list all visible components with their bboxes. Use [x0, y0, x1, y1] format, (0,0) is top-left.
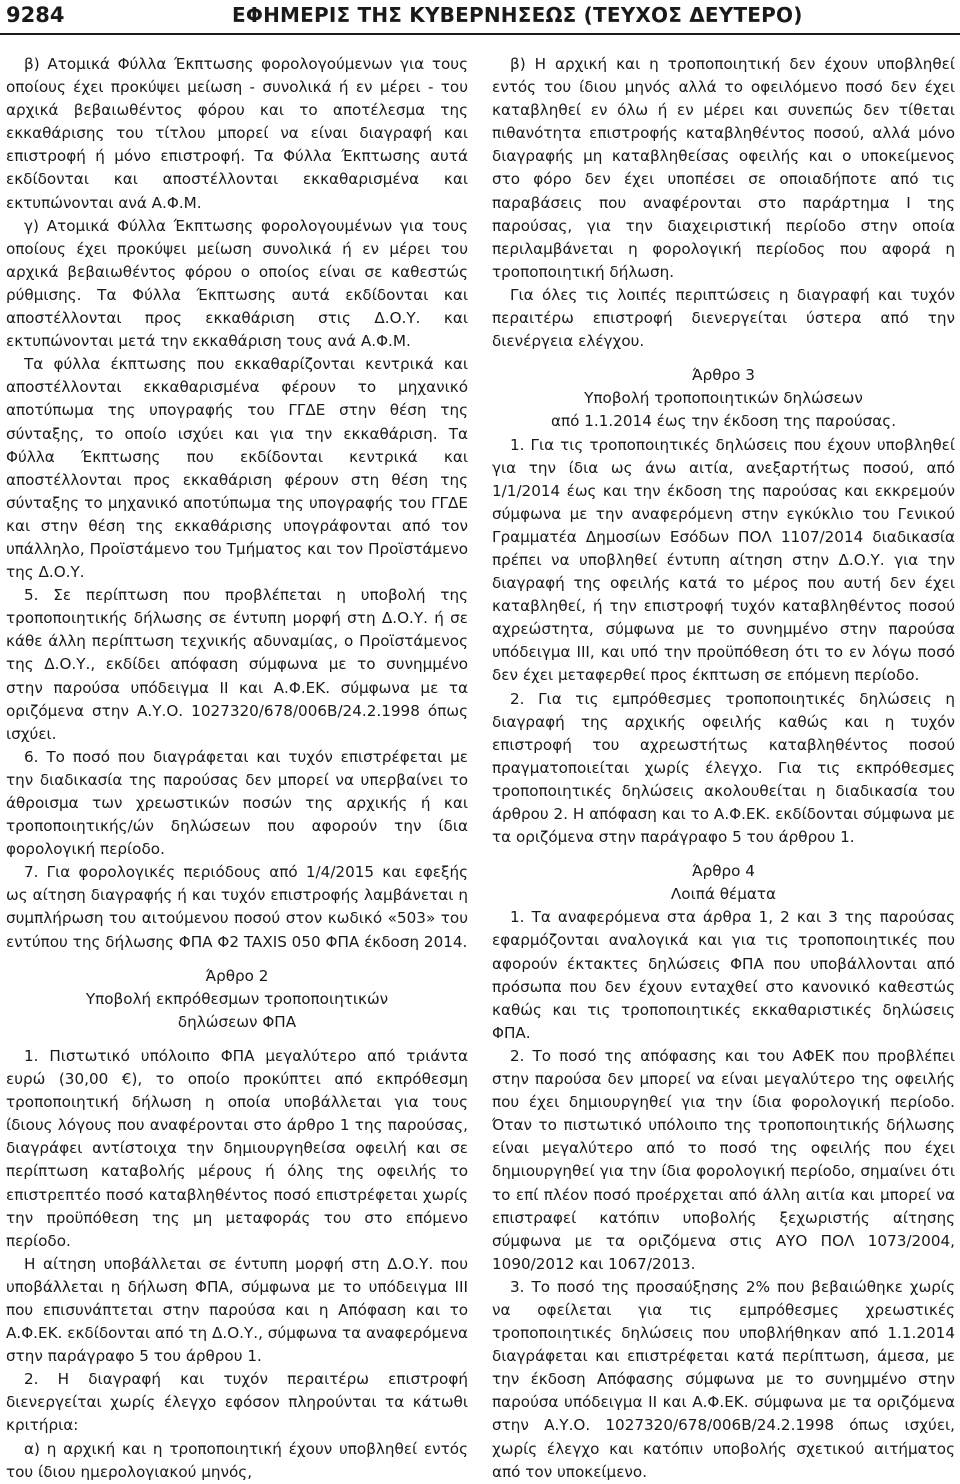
article-title: Υποβολή τροποποιητικών δηλώσεων [584, 389, 863, 408]
page-number: 9284 [6, 3, 65, 27]
paragraph: 2. Το ποσό της απόφασης και του ΑΦΕΚ που προβλέπει στην παρούσα δεν μπορεί να είναι μεγαλύτερο της οφειλής που έχει δημιουργηθεί για την ίδια φορολογική περίοδο. Όταν το πιστωτικό υπόλοιπο της τροποποιητικής δήλωσης είναι μεγαλύτερο από το ποσό της οφειλής που έχει δημιουργηθεί για την ίδια φορολογική περίοδο, σημαίνει ότι το επί πλέον ποσό προέρχεται από άλλη αιτία και μπορεί να επιστραφεί κατόπιν υποβολής ξεχωριστής αίτησης σύμφωνα με τα οριζόμενα στις ΑΥΟ ΠΟΛ 1073/2004, 1090/2012 και 1067/2013. [492, 1046, 955, 1273]
article-heading: Άρθρο 3 [692, 366, 755, 385]
paragraph: 2. Η διαγραφή και τυχόν περαιτέρω επιστροφή διενεργείται χωρίς έλεγχο εφόσον πληρούνται τα κάτωθι κριτήρια: [6, 1370, 468, 1435]
paragraph: α) η αρχική και η τροποποιητική έχουν υποβληθεί εντός του ίδιου ημερολογιακού μηνός, [6, 1439, 468, 1481]
paragraph: 1. Για τις τροποποιητικές δηλώσεις που έχουν υποβληθεί για την ίδια ως άνω αιτία, ανεξαρτήτως ποσού, από 1/1/2014 έως και την έκδοση της παρούσας και εκκρεμούν σύμφωνα με την αναφερόμενη στην εγκύκλιο του Γενικού Γραμματέα Δημοσίων Εσόδων ΠΟΛ 1107/2014 διαδικασία πρέπει να υποβληθεί έντυπη αίτηση στην Δ.Ο.Υ. για την διαγραφή της οφειλής κατά το μέρος που αυτή δεν έχει καταβληθεί, ή την επιστροφή τυχόν καταβληθέντος ποσού αχρεώστητα, σύμφωνα με το συνημμένο στην παρούσα υπόδειγμα ΙΙΙ, και υπό την προϋπόθεση ότι το εν λόγω ποσό δεν έχει μεταφερθεί προς έκπτωση σε επόμενη περίοδο. [492, 435, 955, 685]
page-header [0, 0, 960, 34]
paragraph: 7. Για φορολογικές περιόδους από 1/4/2015 και εφεξής ως αίτηση διαγραφής ή και τυχόν επιστροφής λαμβάνεται η συμπλήρωση του αιτούμενου ποσού στον κωδικό «503» του εντύπου της δήλωσης ΦΠΑ Φ2 TAXIS 050 ΦΠΑ έκδοση 2014. [6, 863, 468, 951]
paragraph: 2. Για τις εμπρόθεσμες τροποποιητικές δηλώσεις η διαγραφή της αρχικής οφειλής καθώς και η τυχόν επιστροφή του αχρεωστήτως καταβληθέντος ποσού πραγματοποιείται χωρίς έλεγχο. Για τις εκπρόθεσμες τροποποιητικές δηλώσεις ακολουθείται η διαδικασία του άρθρου 2. Η απόφαση και το Α.Φ.ΕΚ. εκδίδονται σύμφωνα με τα οριζόμενα στην παράγραφο 5 του άρθρου 1. [492, 689, 955, 847]
gazette-title: ΕΦΗΜΕΡΙΣ ΤΗΣ ΚΥΒΕΡΝΗΣΕΩΣ (ΤΕΥΧΟΣ ΔΕΥΤΕΡΟ) [232, 3, 803, 27]
article-heading: Άρθρο 2 [205, 966, 269, 985]
header-rule [0, 33, 960, 35]
article-title: από 1.1.2014 έως την έκδοση της παρούσας. [550, 412, 897, 431]
paragraph: 3. Το ποσό της προσαύξησης 2% που βεβαιώθηκε χωρίς να οφείλεται για τις εμπρόθεσμες χρεωστικές τροποποιητικές δηλώσεις που υποβλήθηκαν από 1.1.2014 διαγράφεται και επιστρέφεται κατά περίπτωση, άμεσα, με την έκδοση Απόφασης σύμφωνα με το συνημμένο στην παρούσα υπόδειγμα ΙΙ και Α.Φ.ΕΚ. σύμφωνα με τα οριζόμενα στην Α.Υ.Ο. 1027320/678/006Β/24.2.1998 όπως ισχύει, χωρίς έλεγχο και κατόπιν υποβολής σχετικού αιτήματος από τον υποκείμενο. [492, 1277, 955, 1481]
article-title: Λοιπά θέματα [670, 885, 777, 904]
paragraph: γ) Ατομικά Φύλλα Έκπτωσης φορολογουμένων για τους οποίους έχει προκύψει μείωση συνολικά ή εν μέρει του αρχικά βεβαιωθέντος φόρου ο οποίος είναι σε καθεστώς ρύθμισης. Τα Φύλλα Έκπτωσης αυτά εκδίδονται και αποστέλλονται προς εκκαθάριση στις Δ.Ο.Υ. και εκτυπώνονται μετά την εκκαθάριση τους ανά Α.Φ.Μ. [6, 216, 468, 351]
paragraph: 1. Τα αναφερόμενα στα άρθρα 1, 2 και 3 της παρούσας εφαρμόζονται αναλογικά και για τις τροποποιητικές που αφορούν έκτακτες δηλώσεις ΦΠΑ που υποβάλλονται από πρόσωπα που δεν έχουν ενταχθεί στο κανονικό καθεστώς καθώς και τις τροποποιητικές εκκαθαριστικές δηλώσεις ΦΠΑ. [492, 908, 955, 1042]
paragraph: 5. Σε περίπτωση που προβλέπεται η υποβολή της τροποποιητικής δήλωσης σε έντυπη μορφή στη Δ.Ο.Υ. ή σε κάθε άλλη περίπτωση τεχνικής αδυναμίας, ο Προϊστάμενος της Δ.Ο.Υ., εκδίδει απόφαση σύμφωνα με το συνημμένο στην παρούσα υπόδειγμα ΙΙ και Α.Φ.ΕΚ. σύμφωνα με τα οριζόμενα στην Α.Υ.Ο. 1027320/678/006Β/24.2.1998 όπως ισχύει. [6, 586, 468, 743]
left-column [6, 53, 468, 1484]
paragraph: 1. Πιστωτικό υπόλοιπο ΦΠΑ μεγαλύτερο από τριάντα ευρώ (30,00 €), το οποίο προκύπτει από εκπρόθεσμη τροποποιητική δήλωση η οποία υποβάλλεται για τους ίδιους λόγους που αναφέρονται στο άρθρο 1 της παρούσας, διαγράφει αντίστοιχα την δημιουργηθείσα οφειλή και σε περίπτωση καταβολής μέρους ή όλης της οφειλής το επιστρεπτέο ποσό καταβληθέντος ποσό επιστρέφεται χωρίς την προϋπόθεση της μη μεταφοράς του στο επόμενο περίοδο. [6, 1046, 468, 1250]
paragraph: β) Ατομικά Φύλλα Έκπτωσης φορολογούμενων για τους οποίους έχει προκύψει μείωση - συνολικά ή εν μέρει - του αρχικά βεβαιωθέντος φόρου και το αποτέλεσμα της εκκαθάρισης του τίτλου μπορεί να είναι διαγραφή και επιστροφή ή μόνο επιστροφή. Τα Φύλλα Έκπτωσης αυτά εκδίδονται και αποστέλλονται εκκαθαρισμένα και εκτυπώνονται ανά Α.Φ.Μ. [6, 55, 468, 212]
paragraph: 6. Το ποσό που διαγράφεται και τυχόν επιστρέφεται με την διαδικασία της παρούσας δεν μπορεί να υπερβαίνει το άθροισμα των χρεωστικών ποσών της αρχικής ή και τροποποιητικής/ών δηλώσεων που αφορούν την ίδια φορολογική περίοδο. [6, 747, 468, 859]
paragraph: Τα φύλλα έκπτωσης που εκκαθαρίζονται κεντρικά και αποστέλλονται εκκαθαρισμένα φέρουν το μηχανικό αποτύπωμα της υπογραφής του ΓΓΔΕ στην θέση της σύνταξης, το οποίο ισχύει και για την εκκαθάριση. Τα Φύλλα Έκπτωσης που εκδίδονται κεντρικά και αποστέλλονται προς εκκαθάριση φέρουν στη θέση της σύνταξης το μηχανικό αποτύπωμα της υπογραφής του ΓΓΔΕ και στην θέση της εκκαθάρισης υπογράφονται από τον υπάλληλο, Προϊστάμενο του Τμήματος και τον Προϊστάμενο της Δ.Ο.Υ. [6, 355, 468, 582]
paragraph: β) Η αρχική και η τροποποιητική δεν έχουν υποβληθεί εντός του ίδιου μηνός αλλά το οφειλόμενο ποσό δεν έχει καταβληθεί εν όλω ή εν μέρει και συνεπώς δεν τίθεται πιθανότητα επιστροφής καταβληθέντος ποσού, αλλά μόνο διαγραφής μη καταβληθείσας οφειλής και ο υποκείμενος στο φόρο δεν έχει υποπέσει σε οποιαδήποτε από τις παραβάσεις που αναφέρονται στο παράρτημα Ι της παρούσας, για την διαχειριστική περίοδο στην οποία περιλαμβάνεται η φορολογική περίοδος που αφορά η τροποποιητική δήλωση. [492, 55, 955, 281]
article-title: δηλώσεων ΦΠΑ [177, 1012, 297, 1031]
right-column [492, 53, 955, 1484]
article-heading: Άρθρο 4 [692, 862, 755, 881]
paragraph: Για όλες τις λοιπές περιπτώσεις η διαγραφή και τυχόν περαιτέρω επιστροφή διενεργείται ύστερα από την διενέργεια ελέγχου. [492, 285, 955, 351]
article-title: Υποβολή εκπρόθεσμων τροποποιητικών [85, 989, 389, 1008]
paragraph: Η αίτηση υποβάλλεται σε έντυπη μορφή στη Δ.Ο.Υ. που υποβάλλεται η δήλωση ΦΠΑ, σύμφωνα με το υπόδειγμα ΙΙΙ που επισυνάπτεται στην παρούσα και η Απόφαση και το Α.Φ.ΕΚ. εκδίδονται από τη Δ.Ο.Υ., σύμφωνα τα αναφερόμενα στην παράγραφο 5 του άρθρου 1. [6, 1254, 468, 1366]
